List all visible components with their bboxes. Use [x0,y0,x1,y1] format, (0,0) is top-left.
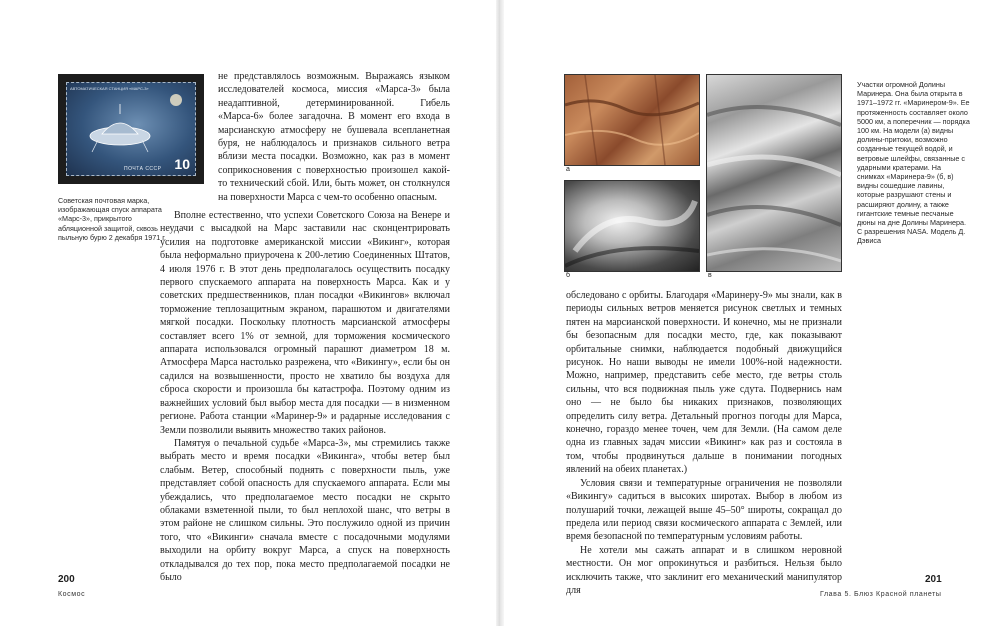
running-head-right: Глава 5. Блюз Красной планеты [820,591,942,598]
canyon-texture-a [565,75,699,165]
stamp-inscription: АВТОМАТИЧЕСКАЯ СТАНЦИЯ «МАРС-3» [70,86,149,91]
stamp-country: ПОЧТА СССР [124,166,162,172]
mars-model-photo-a [564,74,700,166]
left-main-column [160,209,450,584]
paragraph: не представлялось возможным. Выражаясь языком исследователей космоса, миссия «Марса-3» была неадаптивной, детерминированной. Гибель «Марса-6» более загадочна. В момент его входа в марсианскую атмосферу не бушевала всепланетная буря, не наблюдалось и признаков сильного ветра вблизи места посадки. Возможно, как раз в момент соприкосновения с поверхностью произошел какой-то технический сбой. Или, быть может, он столкнулся на поверхности Марса с чем-то особенно опасным. [218,71,450,203]
paragraph: Условия связи и температурные ограничения не позволяли «Викингу» садиться в высоких широтах. Выбор в любом из полушарий точки, лежащей выше 45–50° широты, сокращал до предела или период связи космического аппарата с Землей, или время безопасной по температурным условиям работы. [566,477,842,543]
paragraph: обследовано с орбиты. Благодаря «Маринеру-9» мы знали, как в периоды сильных ветров меняется рисунок светлых и темных пятен на марсианской поверхности. И конечно, мы не признали бы безопасным для посадки место, где, как показывают орбитальные снимки, наблюдается подобный движущийся рисунок. Но наши выводы не имели 100%-ной надежности. Можно, например, представить себе место, где ветры столь сильны, что вся подвижная пыль уже сдута. Подвернись нам оно — не было бы никаких признаков, позволяющих определить силу ветра. Детальный прогноз погоды для Марса, конечно, гораздо менее точен, чем для Земли. (На самом деле одна из главных задач миссии «Викинг» как раз и состояла в том, чтобы продвинуться дальше в понимании погодных явлений на обеих планетах.) [566,290,842,476]
postage-stamp-image [58,74,204,184]
photo-label-c: в [708,272,712,279]
paragraph: Не хотели мы сажать аппарат и в слишком неровной местности. Он мог опрокинуться и разбиться. Нельзя было исключить также, что заклинит его механический манипулятор для [566,544,842,596]
photo-label-a: а [566,166,570,173]
right-main-column [566,289,842,597]
mars-orbital-photo-c [706,74,842,272]
paragraph: Памятуя о печальной судьбе «Марса-3», мы стремились также выбрать место и время посадки «Викинга», чтобы ветер был слабым. Ветер, способный поднять с поверхности пыль, уже представляет собой опасность для спускаемого аппарата. Если мы убеждались, что предполагаемое место посадки не скрыто облаками взметенной пыли, то был неплохой шанс, что ветры в этом районе не слишком сильны. Это послужило одной из причин того, что «Викинги» сначала вместе с посадочными модулями выходили на орбиту вокруг Марса, а спуск на поверхность откладывался до тех пор, пока место предполагаемой посадки не было [160,437,450,583]
paragraph: Вполне естественно, что успехи Советского Союза на Венере и неудачи с высадкой на Марс заставили нас сконцентрировать усилия на подготовке американской миссии «Викинг», которая была неформально приурочена к 200-летию Соединенных Штатов, 4 июля 1976 г. В этот день предполагалось осуществить посадку первого спускаемого аппарата на поверхность Марса. Как и у советских предшественников, план посадки «Викингов» включал торможение теплозащитным экраном, парашютом и двигателями мягкой посадки. Поскольку плотность марсианской атмосферы составляет всего 1% от земной, для торможения космического аппарата использовался огромный парашют диаметром 18 м. Атмосфера Марса настолько разрежена, что «Викингу», если бы он садился на возвышенности, просто не хватило бы воздуха для сброса скорости и произошла бы катастрофа. Поэтому одним из важнейших условий был выбор места для посадки — в низменном регионе. Работа станции «Маринер-9» и радарные исследования с Земли позволили выявить множество таких районов. [160,210,450,436]
book-gutter [496,0,504,626]
running-head-left: Космос [58,591,86,598]
page-number-left: 200 [58,574,75,585]
mars-orbital-photo-b [564,180,700,272]
stamp-denomination: 10 [174,156,190,172]
page-number-right: 201 [925,574,942,585]
landslide-texture-b [565,181,699,271]
photo-caption: Участки огромной Долины Маринера. Она была открыта в 1971–1972 гг. «Маринером-9». Ее протяженность составляет около 5000 км, а поперечник — порядка 100 км. На модели (а) видны долины-притоки, возможно созданные текущей водой, и ветровые шлейфы, связанные с ударными кратерами. На снимках «Маринера-9» (б, в) видны сошедшие лавины, которые разрушают стены и расширяют долину, а также гигантские темные песчаные дюны на дне Долины Маринера. С разрешения NASA. Модель Д. Дэвиса [857,80,970,246]
photo-label-b: б [566,272,571,279]
stamp-caption: Советская почтовая марка, изображающая спуск аппарата «Марс-3», прикрытого абляционной защитой, сквозь пыльную бурю 2 декабря 1971 г. [58,196,166,242]
left-top-column [218,70,450,204]
dunes-texture-c [707,75,841,271]
